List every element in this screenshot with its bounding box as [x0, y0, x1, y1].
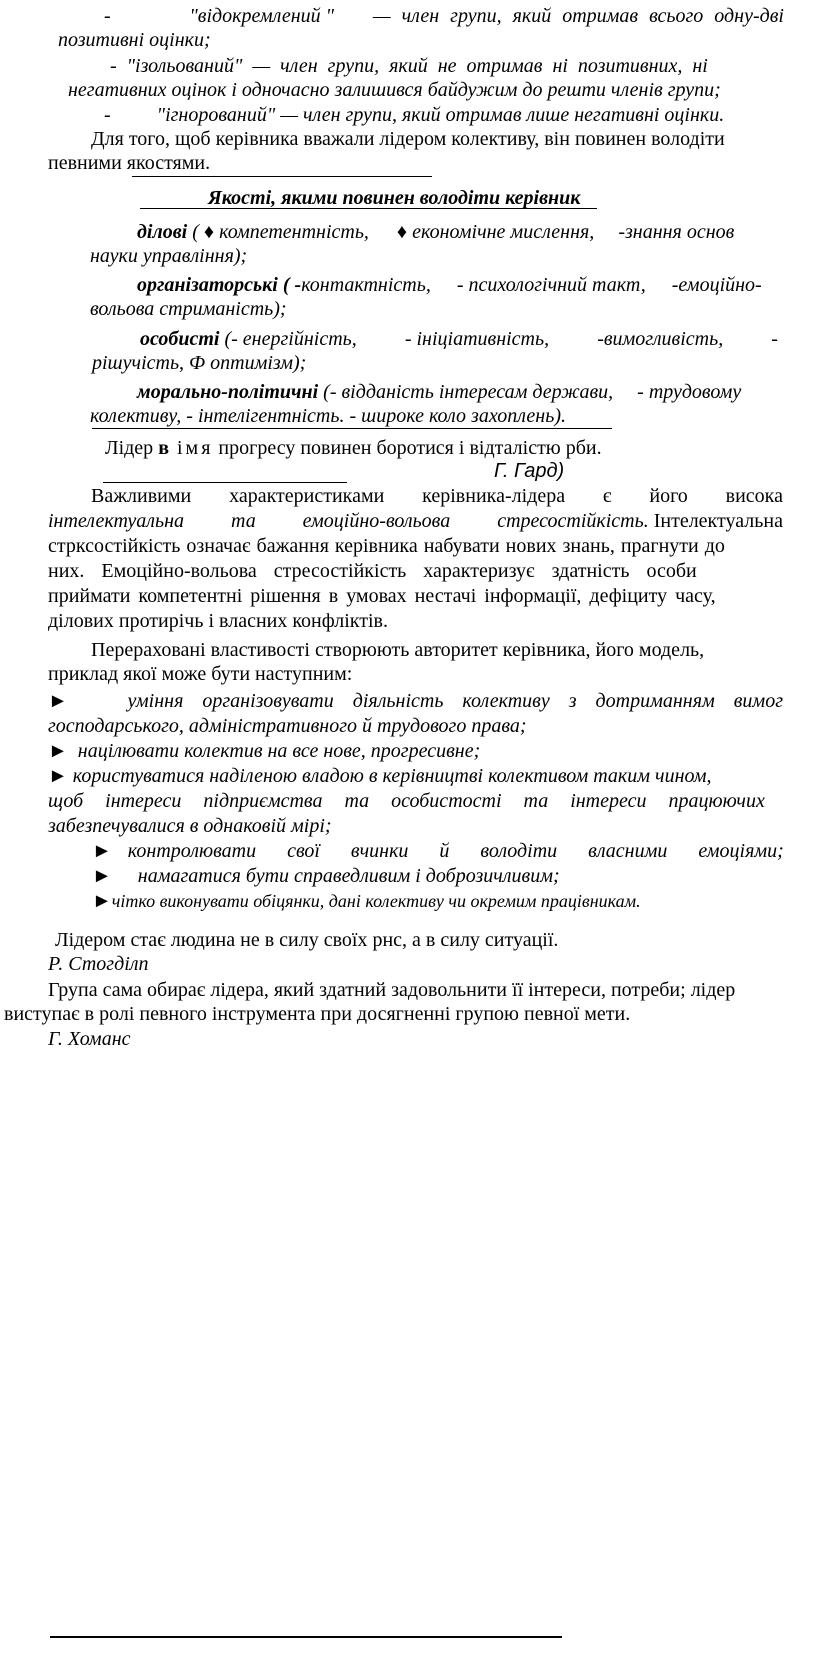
personal-qualities-cont: рішучість, Ф оптимізм);	[92, 352, 307, 374]
role-izolovanyi-line2: негативних оцінок і одночасно залишився байдужим до решти членів групи;	[68, 79, 721, 101]
personal-qualities-line: особисті (- енергійність, - ініціативність, -вимогливість, -	[140, 328, 778, 350]
qualities-heading-underline	[140, 208, 597, 209]
triangle-bullet-icon: ►	[92, 890, 112, 912]
org-qualities-label: організаторські	[137, 274, 278, 296]
role-isolated-line	[104, 4, 784, 28]
model-item-1-line1: ► уміння організовувати діяльність колективу з дотриманням вимог	[48, 690, 783, 712]
intro-line2: певними якостями.	[48, 152, 211, 174]
characteristics-line1: Важливими характеристиками керівника-лідера є його висока	[91, 485, 783, 507]
triangle-bullet-icon: ►	[92, 840, 112, 862]
role-isolated-term: "відокремлений "	[189, 5, 335, 27]
role-izolovanyi-line1: - "ізольований" — член групи, який не отримав ні позитивних, ні	[110, 55, 708, 77]
quote-gard-text: Лідер в імя прогресу повинен боротися і відталістю рби.	[105, 437, 602, 459]
model-item-5: ► намагатися бути справедливим і доброзичливим;	[92, 865, 560, 887]
business-qualities-label: ділові	[137, 221, 188, 243]
business-qualities-line: ділові ( ♦ компетентність, ♦ економічне мислення, -знання основ	[137, 221, 735, 243]
model-item-6: ►чітко виконувати обіцянки, дані колективу чи окремим працівникам.	[92, 890, 641, 912]
authority-line2: приклад якої може бути наступним:	[48, 663, 353, 685]
moral-qualities-line: морально-політичні (- відданість інтересам держави, - трудовому	[137, 381, 742, 403]
role-ignored-dash: -	[104, 104, 111, 126]
diamond-bullet-icon: ♦	[203, 221, 215, 243]
characteristics-line3: стрксостійкість означає бажання керівника набувати нових знань, прагнути до	[48, 535, 725, 557]
characteristics-line2: інтелектуальна та емоційно-вольова стресостійкість. Інтелектуальна	[48, 510, 783, 532]
triangle-bullet-icon: ►	[48, 690, 68, 712]
role-isolated-cont: позитивні оцінки;	[58, 29, 211, 51]
triangle-bullet-icon: ►	[92, 865, 112, 887]
qualities-bottom-rule	[92, 428, 612, 429]
quote-homans-line2: виступає в ролі певного інструмента при досягненні групою певної мети.	[4, 1003, 631, 1025]
moral-qualities-cont: колективу, - інтелігентність. - широке коло захоплень).	[90, 405, 566, 427]
model-item-3-line3: забезпечувалися в однаковій мірі;	[48, 815, 332, 837]
org-qualities-cont: вольова стриманість);	[90, 298, 287, 320]
characteristics-line4: них. Емоційно-вольова стресостійкість характеризує здатність особи	[48, 560, 697, 582]
model-item-2: ► націлювати колектив на все нове, прогресивне;	[48, 740, 481, 762]
divider-rule	[132, 176, 432, 177]
quote-gard-author: Г. Гард)	[494, 460, 565, 482]
quote-stogdill-author: Р. Стогділп	[48, 953, 149, 975]
role-isolated-text: — член групи, який отримав всього одну-дві	[372, 5, 784, 27]
characteristics-line5: приймати компетентні рішення в умовах нестачі інформації, дефіциту часу,	[48, 585, 716, 607]
triangle-bullet-icon: ►	[48, 740, 68, 762]
model-item-4: ► контролювати свої вчинки й володіти власними емоціями;	[92, 840, 784, 862]
role-ignored-text: "ігнорований" — член групи, який отримав лише негативні оцінки.	[156, 104, 725, 126]
business-qualities-cont: науки управління);	[90, 245, 248, 267]
authority-line1: Перераховані властивості створюють авторитет керівника, його модель,	[91, 639, 705, 661]
intro-line1: Для того, щоб керівника вважали лідером колективу, він повинен володіти	[91, 128, 725, 150]
diamond-bullet-icon: ♦	[396, 221, 408, 243]
org-qualities-line: організаторські ( -контактність, - психологічний такт, -емоційно-	[137, 274, 762, 296]
triangle-bullet-icon: ►	[48, 765, 68, 787]
characteristics-line6: ділових протирічь і власних конфліктів.	[48, 610, 388, 632]
quote-homans-author: Г. Хоманс	[48, 1028, 131, 1050]
quote-stogdill-text: Лідером стає людина не в силу своїх рнс, а в силу ситуації.	[55, 929, 559, 951]
moral-qualities-label: морально-політичні	[137, 381, 319, 403]
model-item-3-line2: щоб інтереси підприємства та особистості та інтереси працюючих	[48, 790, 765, 812]
quote-gard-rule	[103, 482, 347, 483]
role-isolated-dash: -	[104, 5, 111, 27]
qualities-heading: Якості, якими повинен володіти керівник	[208, 187, 581, 209]
role-ignored-line	[104, 103, 724, 127]
model-item-3-line1: ► користуватися наділеною владою в керівництві колективом таким чином,	[48, 765, 712, 787]
model-item-1-line2: господарського, адміністративного й трудового права;	[48, 715, 527, 737]
quote-homans-line1: Група сама обирає лідера, який здатний задовольнити її інтереси, потреби; лідер	[48, 979, 736, 1001]
footnote-separator	[50, 1636, 562, 1638]
personal-qualities-label: особисті	[140, 328, 220, 350]
